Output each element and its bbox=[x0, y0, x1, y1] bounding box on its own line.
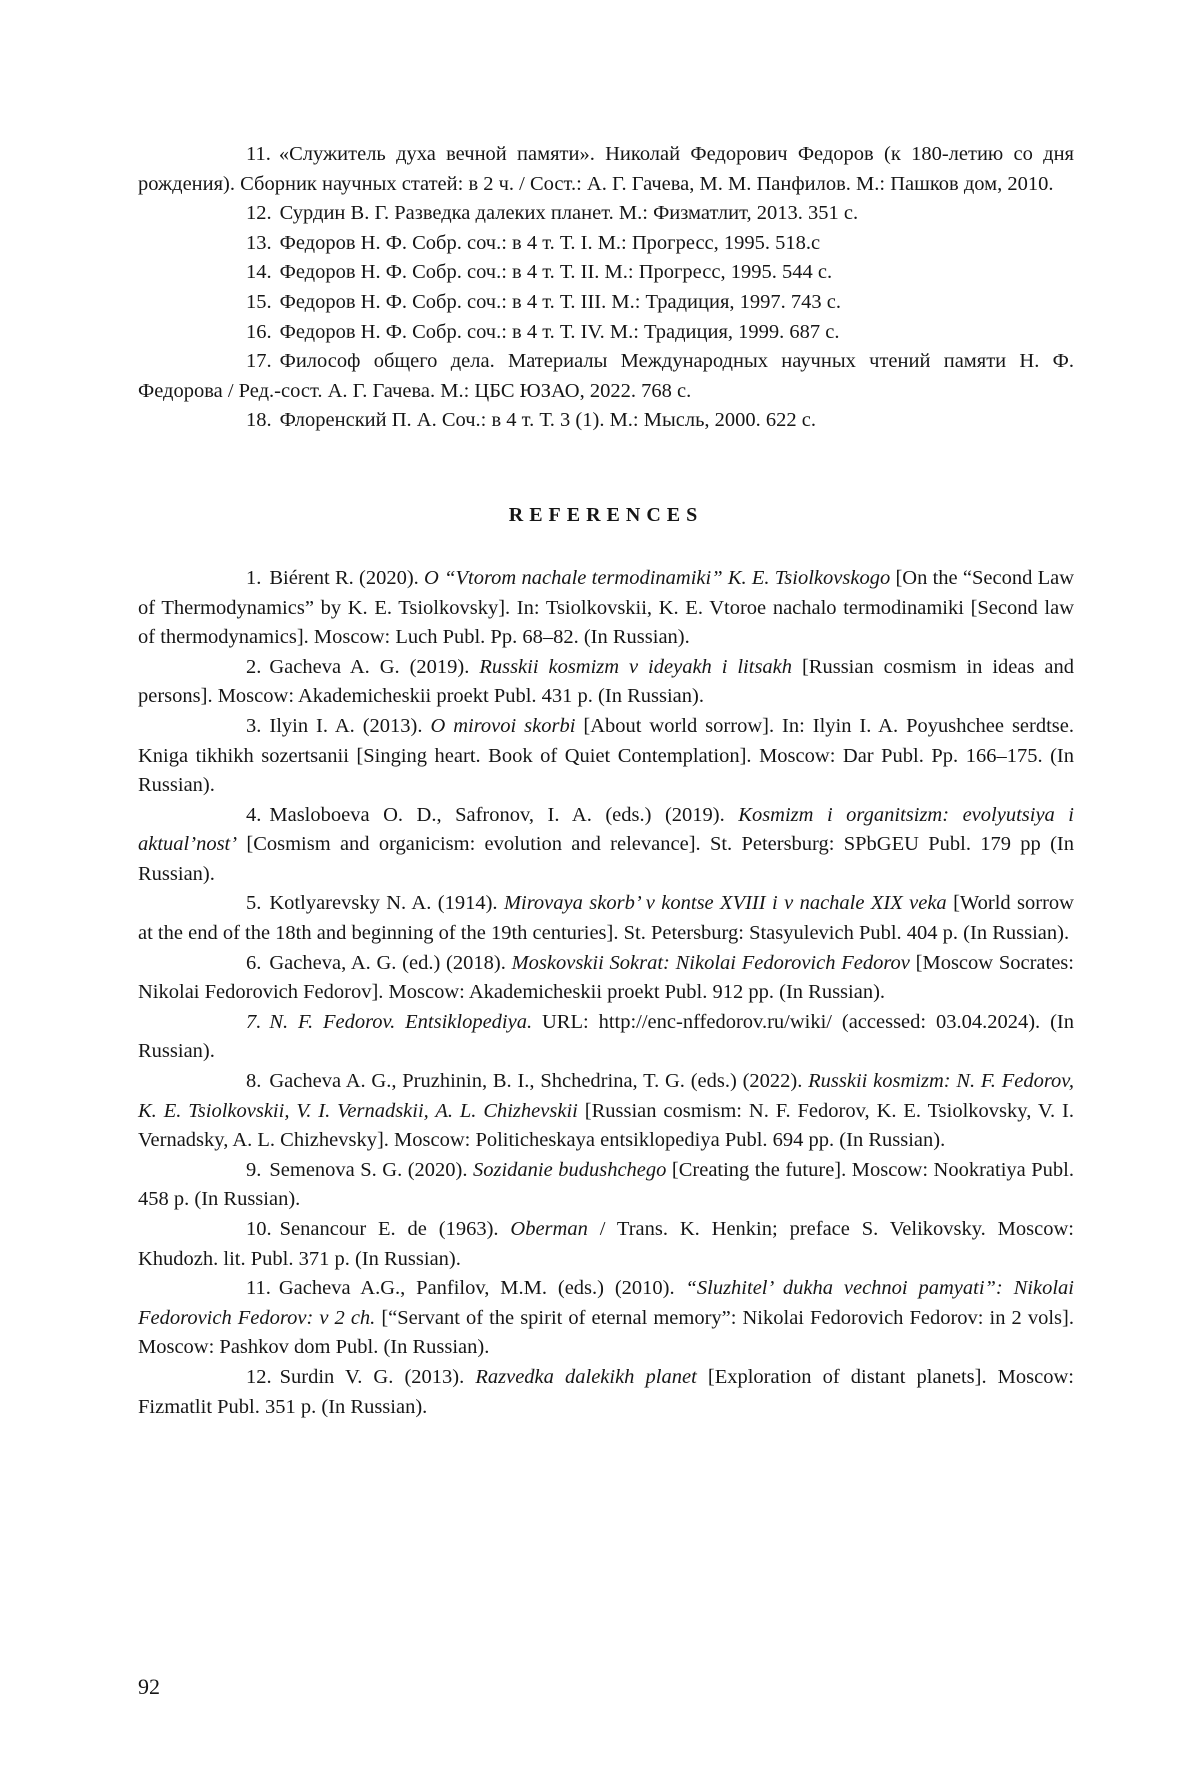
reference-number: 16. bbox=[246, 320, 272, 343]
reference-entry bbox=[138, 712, 1074, 801]
reference-entry bbox=[138, 258, 1074, 288]
references-heading: REFERENCES bbox=[508, 503, 704, 526]
reference-text: Biérent R. (2020). bbox=[269, 566, 425, 589]
reference-title-italic: Moskovskii Sokrat: Nikolai Fedorovich Fedorov bbox=[511, 951, 910, 974]
reference-number: 18. bbox=[246, 409, 272, 432]
reference-text: Федоров Н. Ф. Собр. соч.: в 4 т. Т. II. М.: Прогресс, 1995. 544 с. bbox=[279, 261, 833, 284]
reference-text: [Exploration of distant planets]. Moscow: Fizmatlit Publ. 351 p. (In Russian). bbox=[138, 1365, 1074, 1418]
reference-text: Федоров Н. Ф. Собр. соч.: в 4 т. Т. IV. М.: Традиция, 1999. 687 с. bbox=[279, 320, 840, 343]
reference-text: Gacheva A. G., Pruzhinin, B. I., Shchedrina, T. G. (eds.) (2022). bbox=[269, 1070, 809, 1093]
reference-title-italic: N. F. Fedorov. Entsiklopediya. bbox=[269, 1010, 533, 1033]
reference-title-italic: O “Vtorom nachale termodinamiki” K. E. Tsiolkovskogo bbox=[424, 566, 891, 589]
reference-text: Флоренский П. А. Соч.: в 4 т. Т. 3 (1). М.: Мысль, 2000. 622 с. bbox=[279, 409, 817, 432]
reference-text: Философ общего дела. Материалы Международных научных чтений памяти Н. Ф. Федорова / Ред.-сост. А. Г. Гачева. М.: ЦБС ЮЗАО, 2022. 768 с. bbox=[138, 350, 1074, 402]
reference-number: 14. bbox=[246, 261, 272, 284]
reference-text: Gacheva A. G. (2019). bbox=[269, 655, 480, 678]
references-heading-wrap bbox=[138, 500, 1074, 530]
reference-entry bbox=[138, 801, 1074, 890]
reference-text: [Cosmism and organicism: evolution and relevance]. St. Petersburg: SPbGEU Publ. 179 pp (In Russian). bbox=[138, 833, 1074, 885]
reference-title-italic: Razvedka dalekikh planet bbox=[475, 1365, 697, 1388]
reference-text: Kotlyarevsky N. A. (1914). bbox=[269, 892, 504, 915]
reference-text: [Russian cosmism in ideas and persons]. Moscow: Akademicheskii proekt Publ. 431 p. (In Russian). bbox=[138, 655, 1075, 708]
page-number: 92 bbox=[138, 1674, 160, 1699]
reference-title-italic: Russkii kosmizm v ideyakh i litsakh bbox=[479, 655, 793, 678]
reference-text: Masloboeva O. D., Safronov, I. A. (eds.) (2019). bbox=[269, 803, 739, 826]
reference-text: Semenova S. G. (2020). bbox=[269, 1158, 473, 1181]
reference-text: «Служитель духа вечной памяти». Николай Федорович Федоров (к 180-летию со дня рождения). Сборник научных статей: в 2 ч. / Сост.: А. Г. Гачева, М. М. Панфилов. М.: Пашков дом, 2010. bbox=[138, 143, 1074, 195]
reference-number: 10. bbox=[246, 1218, 272, 1240]
reference-text: Сурдин В. Г. Разведка далеких планет. М.: Физматлит, 2013. 351 с. bbox=[279, 202, 859, 225]
reference-text: [Moscow Socrates: Nikolai Fedorovich Fedorov]. Moscow: Akademicheskii proekt Publ. 912 pp. (In Russian). bbox=[138, 951, 1074, 1004]
reference-text: Senancour E. de (1963). bbox=[279, 1218, 511, 1240]
reference-entry bbox=[138, 564, 1074, 653]
reference-text: [“Servant of the spirit of eternal memory”: Nikolai Fedorovich Fedorov: in 2 vols]. Moscow: Pashkov dom Publ. (In Russian). bbox=[138, 1306, 1074, 1359]
reference-text: URL: http://enc-nffedorov.ru/wiki/ (accessed: 03.04.2024). (In Russian). bbox=[138, 1010, 1074, 1063]
reference-entry bbox=[138, 288, 1074, 318]
reference-title-italic: Sozidanie budushchego bbox=[473, 1158, 667, 1181]
reference-title-italic: Mirovaya skorb’ v kontse XVIII i v nachale XIX veka bbox=[503, 892, 947, 915]
reference-text: Федоров Н. Ф. Собр. соч.: в 4 т. Т. III. М.: Традиция, 1997. 743 с. bbox=[279, 290, 841, 313]
reference-entry bbox=[138, 1215, 1074, 1274]
reference-entry bbox=[138, 406, 1074, 436]
reference-title-italic: O mirovoi skorbi bbox=[430, 714, 576, 737]
reference-text: Gacheva A.G., Panfilov, M.M. (eds.) (2010). bbox=[278, 1277, 686, 1300]
reference-entry bbox=[138, 1067, 1074, 1156]
reference-number: 8. bbox=[246, 1070, 262, 1093]
reference-entry bbox=[138, 140, 1074, 199]
reference-text: [On the “Second Law of Thermodynamics” by K. E. Tsiolkovsky]. In: Tsiolkovskii, K. E. Vtoroe nachalo termodinamiki [Second law of thermodynamics]. Moscow: Luch Publ. Pp. 68–82. (In Russian). bbox=[138, 566, 1074, 649]
reference-entry bbox=[138, 318, 1074, 348]
reference-text: Gacheva, A. G. (ed.) (2018). bbox=[269, 951, 512, 974]
reference-text: [World sorrow at the end of the 18th and beginning of the 19th centuries]. St. Petersburg: Stasyulevich Publ. 404 p. (In Russian). bbox=[138, 892, 1074, 945]
reference-entry bbox=[138, 949, 1074, 1008]
reference-number: 13. bbox=[246, 231, 272, 254]
reference-title-italic: Kosmizm i organitsizm: evolyutsiya i aktual’nost’ bbox=[138, 803, 1074, 856]
reference-number: 17. bbox=[246, 350, 272, 373]
reference-text: [Creating the future]. Moscow: Nookratiya Publ. 458 p. (In Russian). bbox=[138, 1158, 1074, 1211]
reference-number: 4. bbox=[246, 803, 262, 826]
reference-number: 7. bbox=[246, 1010, 262, 1033]
reference-number: 1. bbox=[246, 566, 262, 589]
reference-number: 2. bbox=[246, 655, 262, 678]
reference-number: 5. bbox=[246, 892, 262, 915]
reference-text: [Russian cosmism: N. F. Fedorov, K. E. Tsiolkovsky, V. I. Vernadsky, A. L. Chizhevsky]. Moscow: Politicheskaya entsiklopediya Publ. 694 pp. (In Russian). bbox=[138, 1099, 1075, 1152]
reference-entry bbox=[138, 889, 1074, 948]
reference-entry bbox=[138, 229, 1074, 259]
reference-title-italic: Oberman bbox=[510, 1218, 588, 1240]
reference-entry bbox=[138, 653, 1074, 712]
reference-number: 12. bbox=[246, 202, 272, 225]
reference-text: / Trans. K. Henkin; preface S. Velikovsky. Moscow: Khudozh. lit. Publ. 371 p. (In Russian). bbox=[138, 1218, 1074, 1270]
reference-title-italic: “Sluzhitel’ dukha vechnoi pamyati”: Nikolai Fedorovich Fedorov: v 2 ch. bbox=[138, 1277, 1074, 1329]
reference-number: 15. bbox=[246, 290, 272, 313]
reference-entry bbox=[138, 1156, 1074, 1215]
reference-number: 12. bbox=[246, 1365, 272, 1388]
reference-entry bbox=[138, 347, 1074, 406]
reference-title-italic: Russkii kosmizm: N. F. Fedorov, K. E. Tsiolkovskii, V. I. Vernadskii, A. L. Chizhevskii bbox=[138, 1070, 1075, 1122]
reference-number: 11. bbox=[246, 143, 271, 165]
reference-entry bbox=[138, 1274, 1074, 1363]
reference-entry bbox=[138, 1008, 1074, 1067]
reference-text: Ilyin I. A. (2013). bbox=[269, 714, 431, 737]
reference-text: [About world sorrow]. In: Ilyin I. A. Poyushchee serdtse. Kniga tikhikh sozertsanii [Singing heart. Book of Quiet Contemplation]. Moscow: Dar Publ. Pp. 166–175. (In Russian). bbox=[138, 714, 1074, 797]
reference-entry bbox=[138, 199, 1074, 229]
russian-reference-list bbox=[138, 140, 1074, 436]
english-reference-list bbox=[138, 564, 1074, 1422]
page-body bbox=[138, 140, 1074, 1422]
reference-text: Федоров Н. Ф. Собр. соч.: в 4 т. Т. I. М.: Прогресс, 1995. 518.с bbox=[279, 231, 821, 254]
reference-text: Surdin V. G. (2013). bbox=[279, 1365, 476, 1388]
reference-number: 3. bbox=[246, 714, 262, 737]
reference-number: 6. bbox=[246, 951, 262, 974]
reference-number: 11. bbox=[246, 1277, 271, 1300]
reference-entry bbox=[138, 1363, 1074, 1422]
reference-number: 9. bbox=[246, 1158, 262, 1181]
